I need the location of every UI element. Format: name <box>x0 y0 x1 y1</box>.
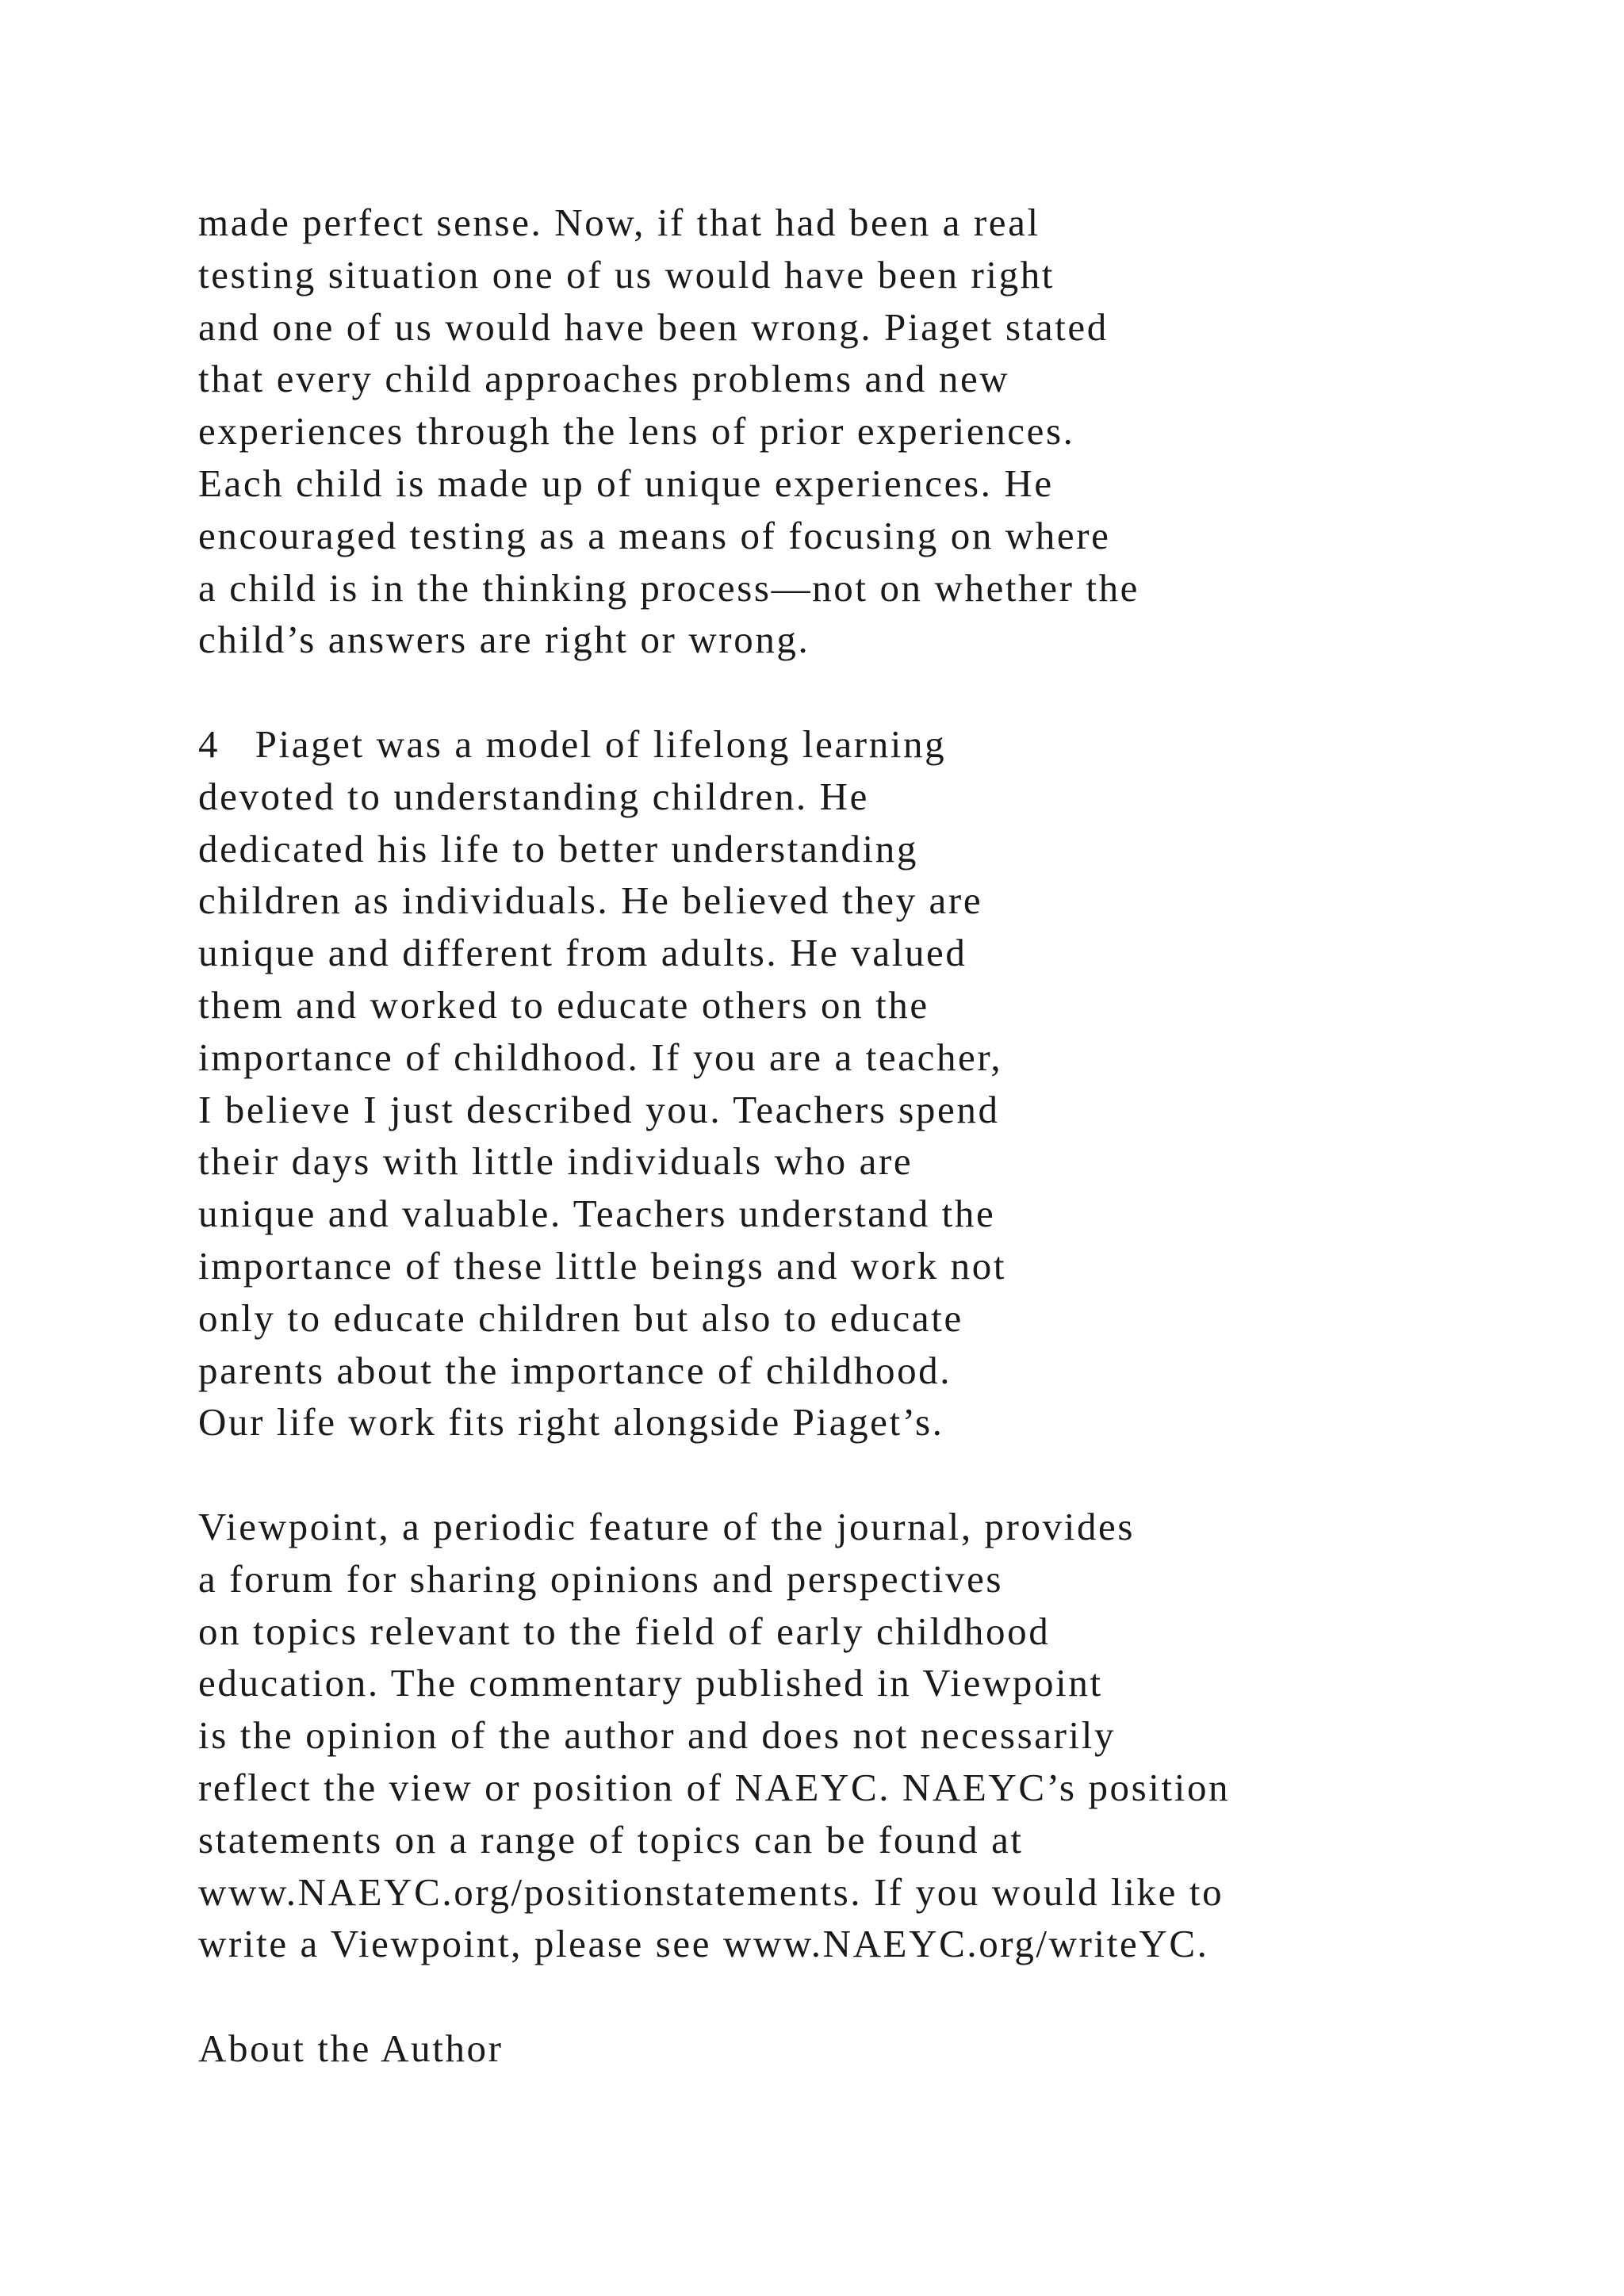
paragraph-gap <box>198 1448 1594 1501</box>
text-line: on topics relevant to the field of early childhood <box>198 1609 1051 1653</box>
text-line: dedicated his life to better understanding <box>198 826 918 871</box>
text-line: experiences through the lens of prior experiences. <box>198 409 1075 453</box>
text-line: reflect the view or position of NAEYC. NAEYC’s position <box>198 1765 1231 1809</box>
text-line: child’s answers are right or wrong. <box>198 618 810 662</box>
text-line: Each child is made up of unique experiences. He <box>198 461 1054 505</box>
text-line: 4 Piaget was a model of lifelong learning <box>198 721 947 766</box>
text-line: write a Viewpoint, please see www.NAEYC.org/writeYC. <box>198 1922 1209 1966</box>
text-line: Viewpoint, a periodic feature of the journal, provides <box>198 1504 1136 1548</box>
text-line: that every child approaches problems and new <box>198 357 1010 401</box>
text-line: devoted to understanding children. He <box>198 774 869 818</box>
text-line: children as individuals. He believed they are <box>198 878 983 923</box>
text-line: Our life work fits right alongside Piaget’s. <box>198 1400 944 1445</box>
text-line: encouraged testing as a means of focusing on where <box>198 513 1111 557</box>
text-line: education. The commentary published in Viewpoint <box>198 1661 1103 1705</box>
paragraph-gap <box>198 666 1594 718</box>
text-line: only to educate children but also to educate <box>198 1295 963 1340</box>
text-line: importance of these little beings and work not <box>198 1243 1007 1288</box>
text-line: www.NAEYC.org/positionstatements. If you would like to <box>198 1869 1224 1914</box>
text-line: their days with little individuals who are <box>198 1139 914 1184</box>
text-line: parents about the importance of childhood. <box>198 1348 952 1392</box>
paragraph-viewpoint-note <box>198 1501 1594 1970</box>
text-line: is the opinion of the author and does not necessarily <box>198 1713 1116 1758</box>
text-line: a forum for sharing opinions and perspectives <box>198 1556 1004 1601</box>
text-line: unique and valuable. Teachers understand the <box>198 1192 996 1236</box>
document-body <box>198 197 1594 2075</box>
text-line: them and worked to educate others on the <box>198 982 929 1027</box>
about-author-heading: About the Author <box>198 2026 504 2070</box>
paragraph-piaget-testing <box>198 197 1594 666</box>
text-line: unique and different from adults. He valued <box>198 931 967 975</box>
paragraph-gap <box>198 1970 1594 2022</box>
text-line: a child is in the thinking process—not on whether the <box>198 565 1140 610</box>
text-line: and one of us would have been wrong. Piaget stated <box>198 304 1109 349</box>
section-heading-about-author <box>198 2022 1594 2075</box>
paragraph-lifelong-learning <box>198 718 1594 1448</box>
text-line: I believe I just described you. Teachers spend <box>198 1087 1000 1131</box>
text-line: importance of childhood. If you are a teacher, <box>198 1035 1003 1079</box>
text-line: made perfect sense. Now, if that had been a real <box>198 201 1040 244</box>
text-line: statements on a range of topics can be found at <box>198 1817 1024 1862</box>
text-line: testing situation one of us would have been right <box>198 252 1055 297</box>
